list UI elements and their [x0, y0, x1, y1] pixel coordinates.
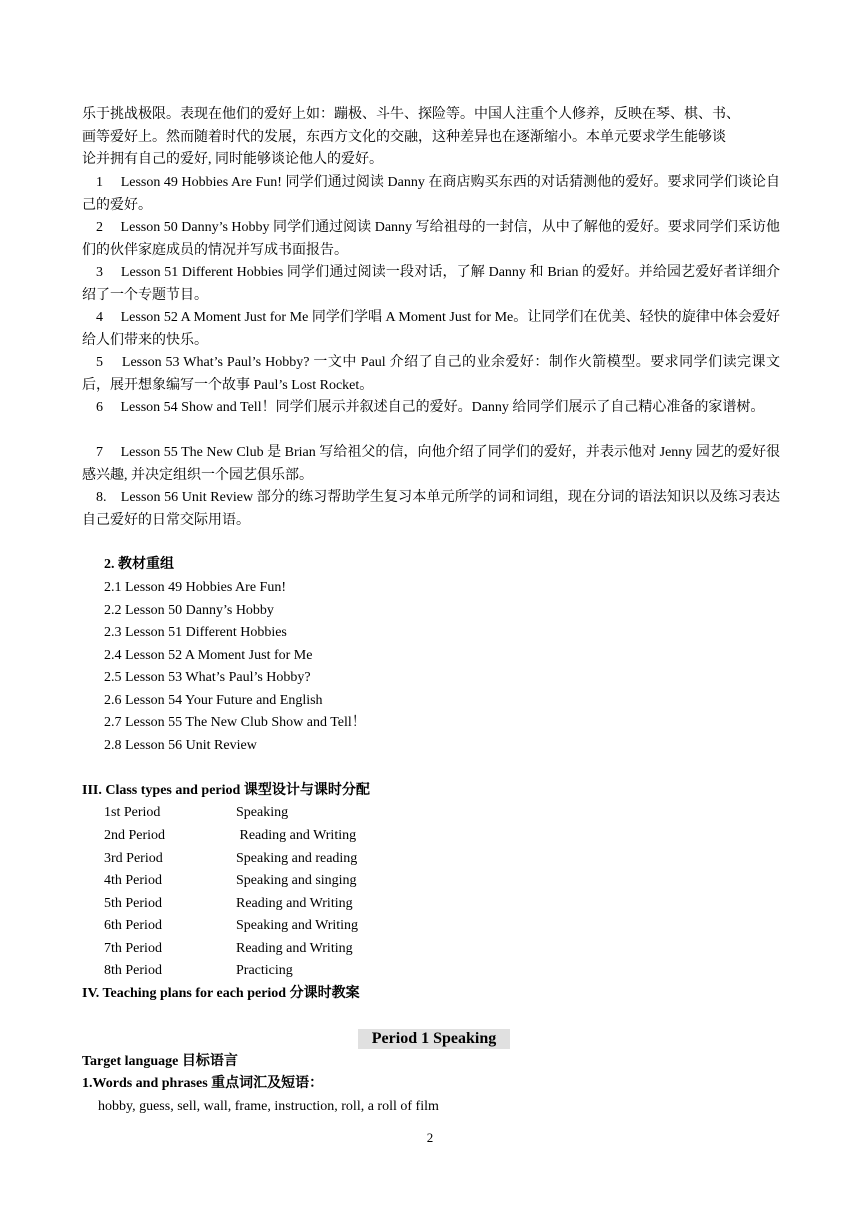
period-row — [104, 938, 353, 961]
reorg-item: 2.5 Lesson 53 What’s Paul’s Hobby? — [104, 670, 311, 685]
reorg-item: 2.8 Lesson 56 Unit Review — [104, 738, 257, 753]
intro-line-1: 乐于挑战极限。表现在他们的爱好上如：蹦极、斗牛、探险等。中国人注重个人修养，反映在琴、棋、书、 — [82, 107, 740, 122]
period-name: 7th Period — [104, 941, 162, 956]
period-type: Reading and Writing — [236, 941, 353, 956]
period-type: Speaking and singing — [236, 873, 357, 888]
class-types-heading: III. Class types and period 课型设计与课时分配 — [82, 783, 370, 798]
period-1-banner: Period 1 Speaking — [358, 1029, 510, 1049]
lesson-desc-52: 4 Lesson 52 A Moment Just for Me 同学们学唱 A Moment Just for Me。让同学们在优美、轻快的旋律中体会爱好给人们带来的快乐。 — [82, 310, 780, 348]
period-type: Speaking — [236, 805, 289, 820]
period-type: Practicing — [236, 963, 293, 978]
period-row — [104, 848, 357, 871]
lesson-desc-49: 1 Lesson 49 Hobbies Are Fun! 同学们通过阅读 Danny 在商店购买东西的对话猜测他的爱好。要求同学们谈论自己的爱好。 — [82, 175, 780, 213]
period-type: Speaking and Writing — [236, 918, 359, 933]
reorg-heading: 2. 教材重组 — [104, 557, 174, 572]
page-number: 2 — [426, 1130, 434, 1145]
intro-line-2: 画等爱好上。然而随着时代的发展，东西方文化的交融，这种差异也在逐渐缩小。本单元要求学生能够谈 — [82, 130, 726, 145]
period-row — [104, 960, 293, 983]
period-name: 4th Period — [104, 873, 162, 888]
period-row — [104, 802, 288, 825]
lesson-desc-53: 5 Lesson 53 What’s Paul’s Hobby? 一文中 Paul 介绍了自己的业余爱好：制作火箭模型。要求同学们读完课文后，展开想象编写一个故事 Paul’s Lost Rocket。 — [82, 355, 780, 393]
lesson-desc-56: 8. Lesson 56 Unit Review 部分的练习帮助学生复习本单元所学的词和词组，现在分词的语法知识以及练习表达自己爱好的日常交际用语。 — [82, 490, 780, 528]
lesson-desc-51: 3 Lesson 51 Different Hobbies 同学们通过阅读一段对话，了解 Danny 和 Brian 的爱好。并给园艺爱好者详细介绍了一个专题节目。 — [82, 265, 780, 303]
reorg-item: 2.1 Lesson 49 Hobbies Are Fun! — [104, 580, 286, 595]
period-row — [104, 825, 356, 848]
lesson-desc-54: 6 Lesson 54 Show and Tell！同学们展示并叙述自己的爱好。Danny 给同学们展示了自己精心准备的家谱树。 — [96, 400, 765, 415]
words-list: hobby, guess, sell, wall, frame, instruction, roll, a roll of film — [98, 1099, 439, 1114]
teaching-plans-heading: IV. Teaching plans for each period 分课时教案 — [82, 986, 360, 1001]
reorg-item: 2.2 Lesson 50 Danny’s Hobby — [104, 603, 274, 618]
period-row — [104, 870, 357, 893]
reorg-item: 2.6 Lesson 54 Your Future and English — [104, 693, 323, 708]
reorg-item: 2.3 Lesson 51 Different Hobbies — [104, 625, 287, 640]
period-name: 6th Period — [104, 918, 162, 933]
lesson-desc-55: 7 Lesson 55 The New Club 是 Brian 写给祖父的信，向他介绍了同学们的爱好，并表示他对 Jenny 园艺的爱好很感兴趣, 并决定组织一个园艺俱乐部。 — [82, 445, 780, 483]
period-type: Speaking and reading — [236, 851, 358, 866]
period-row — [104, 893, 353, 916]
period-name: 2nd Period — [104, 828, 166, 843]
target-language-heading: Target language 目标语言 — [82, 1054, 238, 1069]
reorg-item: 2.7 Lesson 55 The New Club Show and Tell！ — [104, 715, 366, 730]
words-heading: 1.Words and phrases 重点词汇及短语： — [82, 1076, 324, 1091]
period-type: Reading and Writing — [236, 828, 357, 843]
period-name: 8th Period — [104, 963, 162, 978]
period-row — [104, 915, 358, 938]
lesson-desc-50: 2 Lesson 50 Danny’s Hobby 同学们通过阅读 Danny 写给祖母的一封信，从中了解他的爱好。要求同学们采访他们的伙伴家庭成员的情况并写成书面报告。 — [82, 220, 780, 258]
period-name: 5th Period — [104, 896, 162, 911]
intro-line-3: 论并拥有自己的爱好, 同时能够谈论他人的爱好。 — [82, 152, 383, 167]
period-type: Reading and Writing — [236, 896, 353, 911]
reorg-item: 2.4 Lesson 52 A Moment Just for Me — [104, 648, 313, 663]
period-name: 1st Period — [104, 805, 161, 820]
period-name: 3rd Period — [104, 851, 163, 866]
